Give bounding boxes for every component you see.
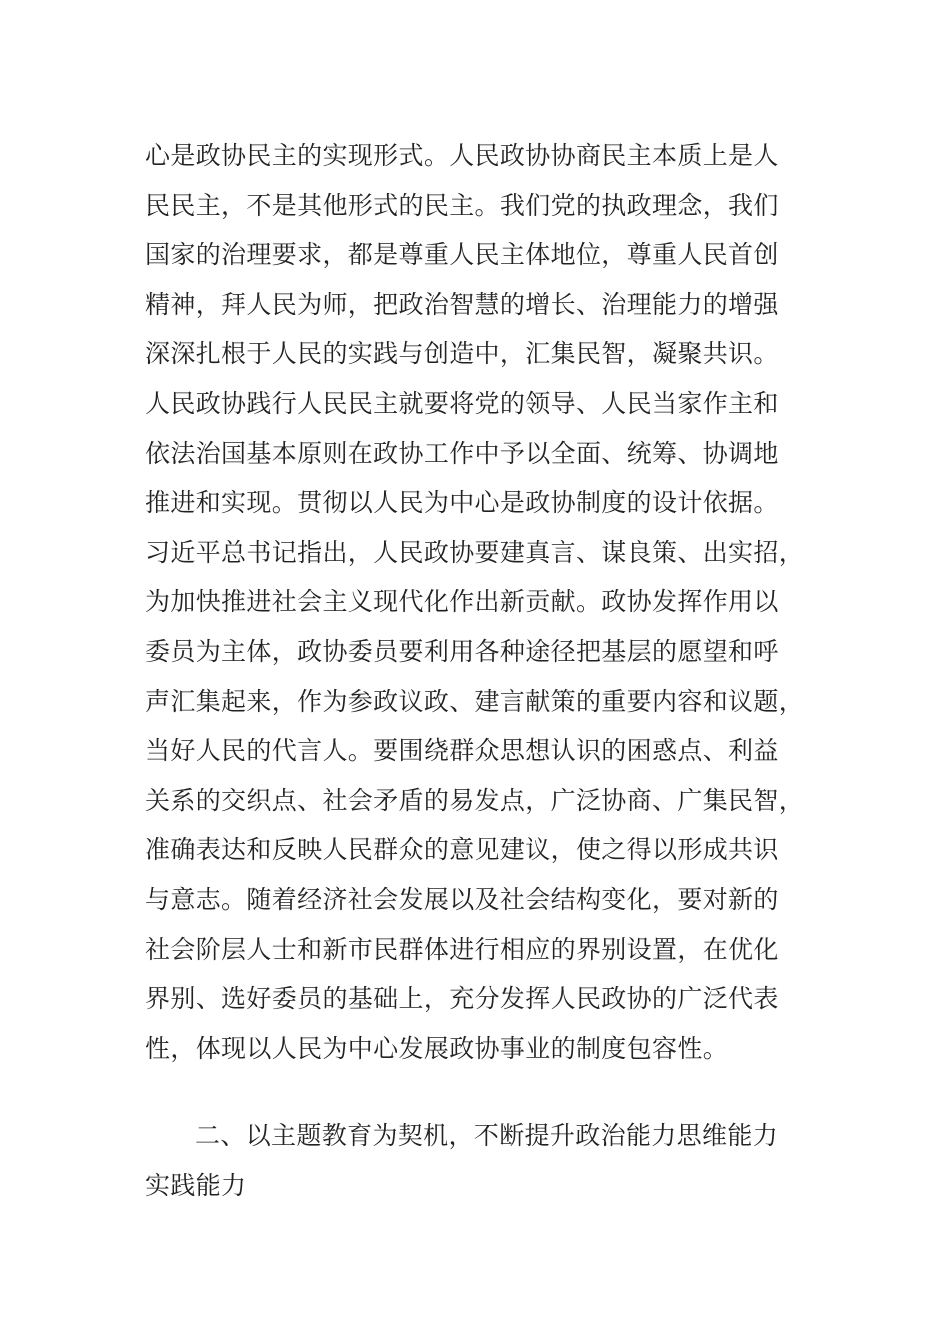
paragraph-line: 人民政协践行人民民主就要将党的领导、人民当家作主和 xyxy=(145,388,779,418)
paragraph-line: 依法治国基本原则在政协工作中予以全面、统筹、协调地 xyxy=(145,438,779,468)
paragraph-line: 与意志。随着经济社会发展以及社会结构变化，要对新的 xyxy=(145,884,779,914)
paragraph-line: 性，体现以人民为中心发展政协事业的制度包容性。 xyxy=(145,1033,729,1063)
paragraph-line: 社会阶层人士和新市民群体进行相应的界别设置，在优化 xyxy=(145,934,779,964)
paragraph-line: 声汇集起来，作为参政议政、建言献策的重要内容和议题， xyxy=(145,686,805,716)
paragraph-line: 关系的交织点、社会矛盾的易发点，广泛协商、广集民智， xyxy=(145,785,805,815)
paragraph-line: 民民主，不是其他形式的民主。我们党的执政理念，我们 xyxy=(145,190,779,220)
section-heading xyxy=(145,1111,815,1210)
paragraph-line: 界别、选好委员的基础上，充分发挥人民政协的广泛代表 xyxy=(145,984,779,1014)
body-paragraph xyxy=(145,131,815,1073)
paragraph-line: 委员为主体，政协委员要利用各种途径把基层的愿望和呼 xyxy=(145,636,779,666)
paragraph-line: 深深扎根于人民的实践与创造中，汇集民智，凝聚共识。 xyxy=(145,339,779,369)
heading-line: 二、以主题教育为契机，不断提升政治能力思维能力 xyxy=(195,1121,779,1150)
paragraph-line: 准确表达和反映人民群众的意见建议，使之得以形成共识 xyxy=(145,835,779,865)
heading-line: 实践能力 xyxy=(145,1170,247,1200)
paragraph-line: 推进和实现。贯彻以人民为中心是政协制度的设计依据。 xyxy=(145,488,779,518)
paragraph-line: 国家的治理要求，都是尊重人民主体地位，尊重人民首创 xyxy=(145,240,779,270)
paragraph-line: 习近平总书记指出，人民政协要建真言、谋良策、出实招， xyxy=(145,537,805,567)
paragraph-line: 心是政协民主的实现形式。人民政协协商民主本质上是人 xyxy=(145,141,779,170)
paragraph-line: 当好人民的代言人。要围绕群众思想认识的困惑点、利益 xyxy=(145,736,779,766)
paragraph-line: 精神，拜人民为师，把政治智慧的增长、治理能力的增强 xyxy=(145,289,779,319)
paragraph-line: 为加快推进社会主义现代化作出新贡献。政协发挥作用以 xyxy=(145,587,779,617)
